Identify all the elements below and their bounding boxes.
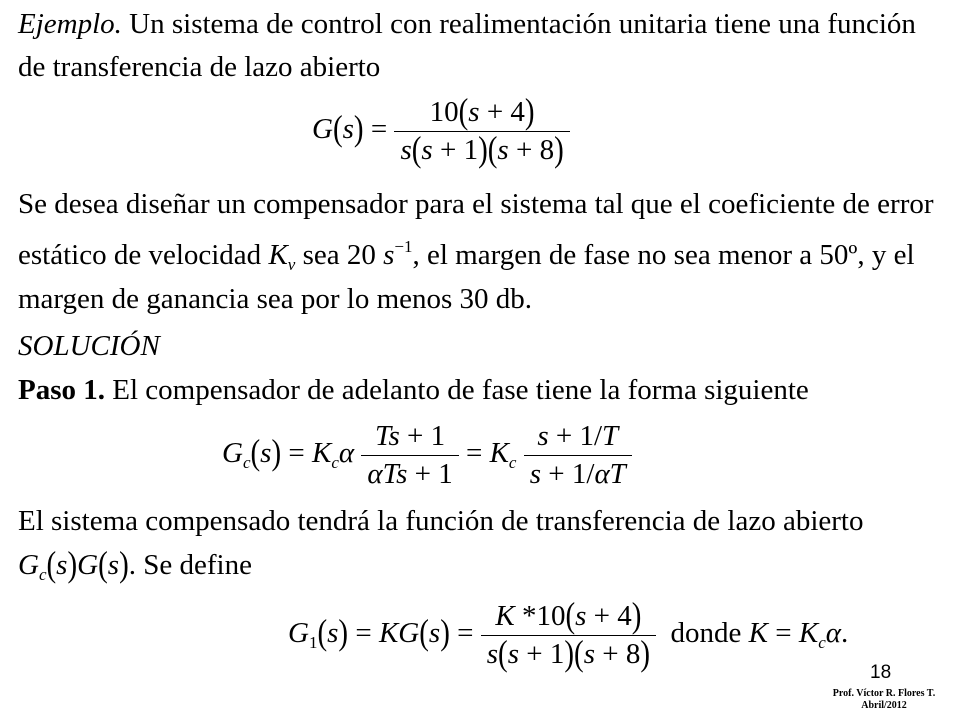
kv-symbol: $K_v$	[268, 239, 296, 274]
gc-g-product: $G_c(s)G(s)$	[18, 544, 129, 585]
equation-g1: $G_1(s) = KG(s)$ = $\frac{K *10(s + 4)}{s(s + 1)(s + 8)}$ donde $K = K_c\alpha$.	[288, 595, 849, 674]
problem-line-2-pre: estático de velocidad	[18, 239, 269, 271]
compensated-line-2-post: . Se define	[128, 549, 252, 581]
page-number: 18	[870, 662, 892, 683]
intro-line-2: de transferencia de lazo abierto	[18, 51, 381, 83]
problem-line-2-post: , el margen de fase no sea menor a 50º, y el	[412, 239, 915, 271]
equation-lead-compensator: $G_c(s) = K_c\alpha$ $\frac{Ts + 1}{\text{αTs + 1}}$ = $K_c$ $\frac{s + 1/T}{s + 1/\alpha T}$	[222, 420, 632, 491]
inverse-seconds-unit: $s^{-1}$	[383, 237, 413, 271]
donde-text: donde	[670, 617, 742, 650]
example-label: Ejemplo.	[18, 8, 122, 40]
solution-heading: SOLUCIÓN	[18, 330, 160, 362]
step-1-label: Paso 1.	[18, 374, 105, 406]
compensated-line-2	[18, 544, 252, 585]
equation-open-loop-transfer: G(s) = $\frac{10(s + 4)}{s(s + 1)(s + 8)}$	[312, 96, 570, 167]
compensated-line-1: El sistema compensado tendrá la función de transferencia de lazo abierto	[18, 505, 864, 537]
intro-line-1	[18, 10, 916, 39]
footer-credit	[820, 688, 948, 712]
footer-date: Abril/2012	[861, 700, 907, 711]
problem-line-2-mid: sea 20	[295, 239, 384, 271]
step-1-line	[18, 376, 809, 405]
problem-line-2	[18, 238, 915, 273]
footer-author: Prof. Víctor R. Flores T.	[832, 688, 936, 699]
problem-line-3: margen de ganancia sea por lo menos 30 db.	[18, 283, 533, 315]
step-1-text: El compensador de adelanto de fase tiene la forma siguiente	[105, 374, 809, 406]
intro-text-1: Un sistema de control con realimentación unitaria tiene una función	[121, 8, 916, 40]
problem-line-1: Se desea diseñar un compensador para el sistema tal que el coeficiente de error	[18, 188, 934, 220]
